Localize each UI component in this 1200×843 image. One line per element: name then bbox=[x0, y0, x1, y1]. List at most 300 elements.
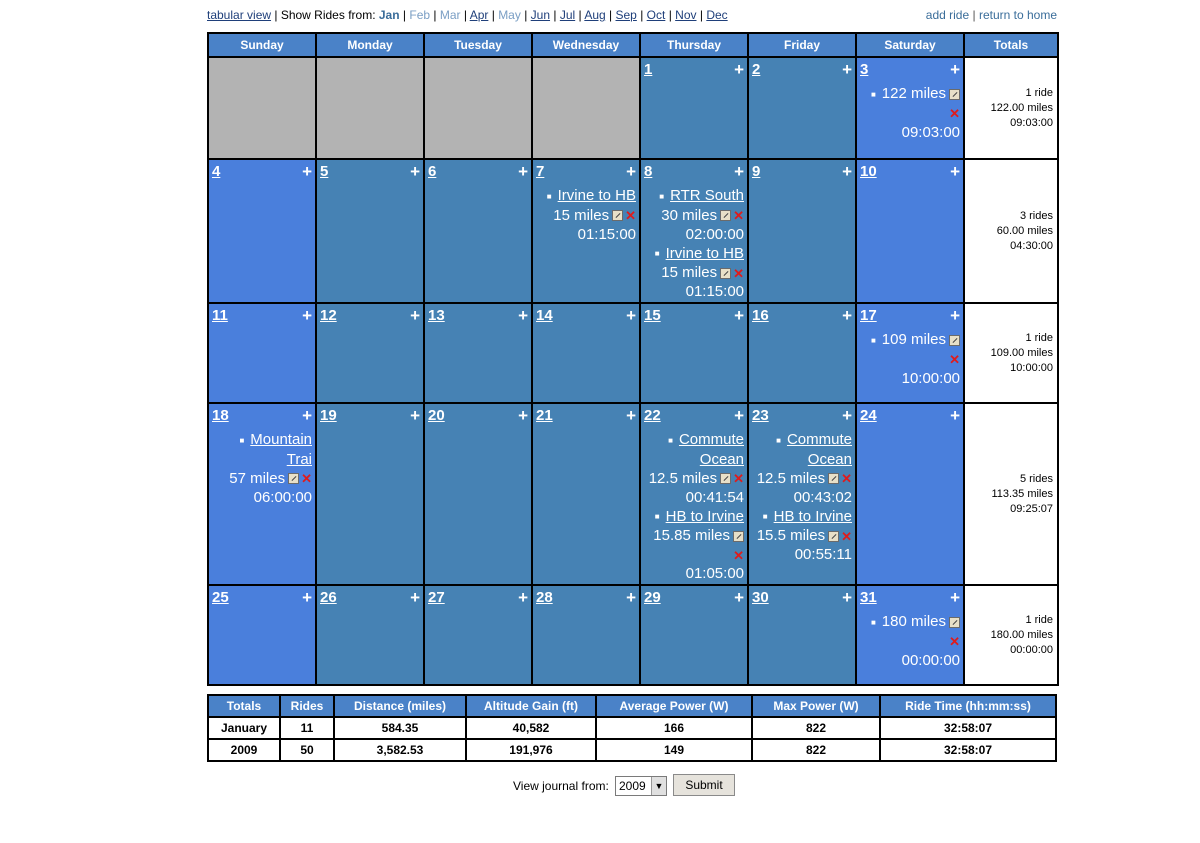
day-number[interactable]: 27 bbox=[428, 589, 445, 606]
day-number[interactable]: 3 bbox=[860, 61, 869, 78]
ride-line bbox=[536, 186, 636, 206]
edit-icon[interactable] bbox=[720, 268, 731, 279]
week-total-time: 09:03:00 bbox=[1010, 116, 1053, 129]
totals-cell: 32:58:07 bbox=[880, 739, 1056, 761]
separator: | bbox=[609, 8, 613, 22]
totals-cell: 149 bbox=[596, 739, 752, 761]
bullet-icon: ■ bbox=[668, 435, 673, 445]
day-cell-content bbox=[641, 160, 747, 300]
delete-icon[interactable]: ✕ bbox=[301, 471, 312, 487]
day-number[interactable]: 6 bbox=[428, 163, 437, 180]
ride-list bbox=[857, 58, 963, 142]
ride-entry bbox=[752, 507, 852, 565]
ride-name-link[interactable]: Commute Ocean bbox=[786, 431, 852, 468]
edit-icon[interactable] bbox=[949, 617, 960, 628]
day-cell bbox=[748, 303, 856, 403]
calendar-week-row bbox=[208, 303, 1058, 403]
ride-entry bbox=[644, 244, 744, 302]
ride-list bbox=[533, 160, 639, 244]
add-ride-icon[interactable]: + bbox=[302, 162, 312, 181]
add-ride-icon[interactable]: + bbox=[626, 162, 636, 181]
day-cell bbox=[424, 159, 532, 303]
day-number[interactable]: 1 bbox=[644, 61, 653, 78]
add-ride-icon[interactable]: + bbox=[518, 588, 528, 607]
week-total-rides: 5 rides bbox=[1019, 472, 1053, 485]
day-cell-content bbox=[857, 304, 963, 400]
ride-list bbox=[641, 160, 747, 301]
day-cell-content bbox=[317, 304, 423, 400]
ride-line bbox=[860, 330, 960, 350]
ride-miles: 12.5 miles bbox=[648, 469, 718, 487]
add-ride-icon[interactable]: + bbox=[950, 162, 960, 181]
month-link-sep[interactable]: Sep bbox=[615, 8, 637, 22]
ride-time: 00:43:02 bbox=[793, 488, 852, 506]
top-navigation bbox=[207, 8, 1057, 24]
totals-row bbox=[208, 717, 1056, 739]
month-link-jul[interactable]: Jul bbox=[559, 8, 576, 22]
week-total-rides: 1 ride bbox=[1025, 331, 1053, 344]
return-home-link[interactable]: return to home bbox=[978, 8, 1057, 22]
day-number[interactable]: 10 bbox=[860, 163, 877, 180]
totals-row bbox=[208, 739, 1056, 761]
year-select[interactable] bbox=[615, 776, 667, 796]
week-total-time: 09:25:07 bbox=[1010, 502, 1053, 515]
totals-cell: 40,582 bbox=[466, 717, 596, 739]
day-cell bbox=[316, 159, 424, 303]
day-number[interactable]: 25 bbox=[212, 589, 229, 606]
add-ride-icon[interactable]: + bbox=[950, 588, 960, 607]
ride-line bbox=[644, 244, 744, 264]
bullet-icon: ■ bbox=[762, 512, 768, 522]
edit-icon[interactable] bbox=[828, 531, 839, 542]
week-totals-cell bbox=[964, 585, 1058, 685]
ride-line bbox=[860, 84, 960, 104]
day-cell-content bbox=[641, 404, 747, 582]
add-ride-icon[interactable]: + bbox=[734, 406, 744, 425]
add-ride-icon[interactable]: + bbox=[626, 406, 636, 425]
add-ride-icon[interactable]: + bbox=[302, 406, 312, 425]
totals-table bbox=[207, 694, 1057, 762]
separator: | bbox=[578, 8, 582, 22]
week-total-time: 10:00:00 bbox=[1010, 361, 1053, 374]
ride-miles: 15.5 miles bbox=[756, 527, 826, 545]
month-link-oct[interactable]: Oct bbox=[646, 8, 666, 22]
day-number[interactable]: 9 bbox=[752, 163, 761, 180]
day-cell-content bbox=[209, 404, 315, 582]
ride-miles-line bbox=[752, 469, 852, 488]
add-ride-icon[interactable]: + bbox=[734, 162, 744, 181]
add-ride-icon[interactable]: + bbox=[302, 306, 312, 325]
ride-miles: 180 miles bbox=[881, 613, 946, 630]
edit-icon[interactable] bbox=[828, 473, 839, 484]
chevron-down-icon[interactable]: ▼ bbox=[651, 777, 666, 795]
bullet-icon: ■ bbox=[870, 617, 876, 627]
day-cell bbox=[208, 403, 316, 585]
ride-time: 10:00:00 bbox=[901, 369, 960, 387]
empty-day-cell bbox=[208, 57, 316, 159]
day-number[interactable]: 16 bbox=[752, 307, 769, 324]
journal-label: View journal from: bbox=[513, 779, 609, 793]
day-number[interactable]: 30 bbox=[752, 589, 769, 606]
separator: | bbox=[524, 8, 528, 22]
totals-cell: 822 bbox=[752, 739, 880, 761]
ride-name-link[interactable]: RTR South bbox=[670, 187, 744, 204]
edit-icon[interactable] bbox=[949, 89, 960, 100]
day-number[interactable]: 12 bbox=[320, 307, 337, 324]
ride-miles-line bbox=[644, 526, 744, 564]
ride-name-link[interactable]: Commute Ocean bbox=[678, 431, 744, 468]
week-total-miles: 180.00 miles bbox=[990, 628, 1053, 641]
week-totals-cell bbox=[964, 303, 1058, 403]
week-total-miles: 122.00 miles bbox=[990, 101, 1053, 114]
calendar-week-row bbox=[208, 57, 1058, 159]
month-link-dec[interactable]: Dec bbox=[706, 8, 728, 22]
day-cell-content bbox=[749, 160, 855, 300]
delete-icon[interactable]: ✕ bbox=[733, 471, 744, 487]
day-cell-content bbox=[857, 160, 963, 300]
day-number[interactable]: 23 bbox=[752, 407, 769, 424]
column-header-sunday: Sunday bbox=[208, 33, 316, 57]
totals-cell: 166 bbox=[596, 717, 752, 739]
day-number[interactable]: 8 bbox=[644, 163, 653, 180]
day-cell-content bbox=[857, 58, 963, 154]
bullet-icon: ■ bbox=[654, 249, 660, 259]
day-cell-content bbox=[533, 404, 639, 582]
bullet-icon: ■ bbox=[776, 435, 781, 445]
edit-icon[interactable] bbox=[733, 531, 744, 542]
day-number[interactable]: 18 bbox=[212, 407, 229, 424]
bullet-icon: ■ bbox=[239, 435, 245, 445]
day-cell-content bbox=[425, 586, 531, 682]
ride-time: 00:41:54 bbox=[685, 488, 744, 506]
bullet-icon: ■ bbox=[870, 89, 876, 99]
separator: | bbox=[433, 8, 437, 22]
week-total-rides: 3 rides bbox=[1019, 209, 1053, 222]
day-number[interactable]: 26 bbox=[320, 589, 337, 606]
ride-delete-line bbox=[860, 104, 960, 123]
month-link-nov[interactable]: Nov bbox=[675, 8, 697, 22]
delete-icon[interactable]: ✕ bbox=[949, 352, 960, 368]
add-ride-icon[interactable]: + bbox=[842, 306, 852, 325]
ride-time: 00:55:11 bbox=[794, 546, 852, 564]
day-number[interactable]: 5 bbox=[320, 163, 329, 180]
calendar-header-row bbox=[208, 33, 1058, 57]
ride-name-link[interactable]: Irvine to HB bbox=[557, 187, 636, 204]
week-totals-cell bbox=[964, 57, 1058, 159]
ride-time: 01:15:00 bbox=[685, 283, 744, 301]
ride-entry bbox=[644, 430, 744, 507]
ride-entry bbox=[644, 186, 744, 244]
day-number[interactable]: 24 bbox=[860, 407, 877, 424]
ride-line bbox=[752, 430, 852, 469]
edit-icon[interactable] bbox=[720, 473, 731, 484]
day-number[interactable]: 7 bbox=[536, 163, 545, 180]
month-link-may: May bbox=[498, 8, 521, 22]
add-ride-icon[interactable]: + bbox=[518, 162, 528, 181]
ride-miles-line bbox=[644, 263, 744, 282]
separator: | bbox=[463, 8, 468, 22]
add-ride-icon[interactable]: + bbox=[842, 406, 852, 425]
add-ride-icon[interactable]: + bbox=[842, 162, 852, 181]
ride-line bbox=[644, 507, 744, 527]
week-total-miles: 113.35 miles bbox=[991, 487, 1053, 500]
month-link-jan[interactable]: Jan bbox=[378, 8, 400, 22]
submit-button[interactable]: Submit bbox=[673, 774, 735, 796]
delete-icon[interactable]: ✕ bbox=[841, 528, 852, 544]
day-cell-content bbox=[425, 404, 531, 582]
ride-list bbox=[641, 404, 747, 583]
totals-cell: January bbox=[208, 717, 280, 739]
day-cell bbox=[208, 159, 316, 303]
ride-entry bbox=[644, 507, 744, 584]
day-cell-content bbox=[857, 586, 963, 682]
totals-cell: 2009 bbox=[208, 739, 280, 761]
ride-miles: 122 miles bbox=[881, 85, 946, 102]
top-right-links bbox=[926, 8, 1057, 22]
day-cell bbox=[748, 57, 856, 159]
ride-time: 01:05:00 bbox=[685, 565, 744, 583]
day-number[interactable]: 15 bbox=[644, 307, 661, 324]
year-select-value: 2009 bbox=[619, 779, 646, 793]
totals-cell: 50 bbox=[280, 739, 334, 761]
day-cell bbox=[856, 303, 964, 403]
edit-icon[interactable] bbox=[949, 335, 960, 346]
delete-icon[interactable]: ✕ bbox=[733, 265, 744, 281]
day-cell bbox=[532, 585, 640, 685]
edit-icon[interactable] bbox=[720, 210, 731, 221]
ride-miles: 57 miles bbox=[229, 469, 286, 487]
ride-name-link[interactable]: Mountain Trai bbox=[250, 431, 312, 468]
day-cell-content bbox=[533, 160, 639, 300]
day-cell bbox=[640, 57, 748, 159]
totals-column-header: Average Power (W) bbox=[596, 695, 752, 717]
ride-entry bbox=[860, 330, 960, 388]
add-ride-icon[interactable]: + bbox=[734, 60, 744, 79]
edit-icon[interactable] bbox=[612, 210, 623, 221]
separator: | bbox=[699, 8, 703, 22]
ride-entry bbox=[860, 612, 960, 670]
totals-column-header: Ride Time (hh:mm:ss) bbox=[880, 695, 1056, 717]
day-cell-content bbox=[425, 160, 531, 300]
day-cell-content bbox=[749, 304, 855, 400]
day-number[interactable]: 2 bbox=[752, 61, 761, 78]
week-total-miles: 60.00 miles bbox=[996, 224, 1053, 237]
totals-column-header: Max Power (W) bbox=[752, 695, 880, 717]
day-cell bbox=[856, 57, 964, 159]
ride-delete-line bbox=[860, 350, 960, 369]
day-cell bbox=[748, 585, 856, 685]
ride-entry bbox=[860, 84, 960, 142]
separator: | bbox=[553, 8, 557, 22]
month-link-feb: Feb bbox=[409, 8, 431, 22]
ride-name-link[interactable]: HB to Irvine bbox=[665, 507, 744, 525]
ride-miles-line bbox=[644, 206, 744, 225]
ride-miles: 15 miles bbox=[661, 264, 718, 282]
day-number[interactable]: 20 bbox=[428, 407, 445, 424]
ride-miles: 12.5 miles bbox=[756, 469, 826, 487]
day-cell-content bbox=[209, 160, 315, 300]
day-cell bbox=[424, 585, 532, 685]
add-ride-icon[interactable]: + bbox=[842, 588, 852, 607]
day-cell-content bbox=[641, 58, 747, 154]
week-total-miles: 109.00 miles bbox=[990, 346, 1053, 359]
ride-entry bbox=[212, 430, 312, 507]
day-number[interactable]: 14 bbox=[536, 307, 553, 324]
bullet-icon: ■ bbox=[870, 335, 876, 345]
column-header-monday: Monday bbox=[316, 33, 424, 57]
ride-entry bbox=[752, 430, 852, 507]
day-number[interactable]: 31 bbox=[860, 589, 877, 606]
add-ride-link[interactable]: add ride bbox=[925, 8, 970, 22]
day-number[interactable]: 11 bbox=[212, 307, 228, 324]
day-cell bbox=[856, 403, 964, 585]
day-number[interactable]: 13 bbox=[428, 307, 445, 324]
month-link-mar: Mar bbox=[439, 8, 461, 22]
separator: | bbox=[491, 8, 495, 22]
add-ride-icon[interactable]: + bbox=[626, 588, 636, 607]
ride-miles: 30 miles bbox=[661, 206, 718, 224]
day-cell-content bbox=[857, 404, 963, 582]
day-number[interactable]: 4 bbox=[212, 163, 221, 180]
day-cell bbox=[640, 159, 748, 303]
ride-miles-line bbox=[752, 526, 852, 545]
ride-line bbox=[752, 507, 852, 527]
ride-miles-line bbox=[212, 469, 312, 488]
ride-name-link[interactable]: HB to Irvine bbox=[773, 507, 852, 525]
show-rides-label: | Show Rides from: bbox=[274, 8, 376, 22]
day-cell-content bbox=[209, 586, 315, 682]
ride-miles-line bbox=[536, 206, 636, 225]
separator: | bbox=[402, 8, 407, 22]
edit-icon[interactable] bbox=[288, 473, 299, 484]
ride-time: 02:00:00 bbox=[685, 225, 744, 243]
ride-miles: 15.85 miles bbox=[653, 527, 730, 545]
separator: | bbox=[640, 8, 644, 22]
add-ride-icon[interactable]: + bbox=[518, 306, 528, 325]
ride-line bbox=[860, 612, 960, 632]
day-cell-content bbox=[317, 404, 423, 582]
day-cell bbox=[640, 403, 748, 585]
ride-list bbox=[749, 404, 855, 564]
day-cell bbox=[640, 303, 748, 403]
calendar-week-row bbox=[208, 403, 1058, 585]
ride-miles: 109 miles bbox=[881, 331, 946, 348]
add-ride-icon[interactable]: + bbox=[734, 306, 744, 325]
day-number[interactable]: 17 bbox=[860, 307, 877, 324]
day-cell bbox=[856, 159, 964, 303]
add-ride-icon[interactable]: + bbox=[410, 306, 420, 325]
week-total-time: 04:30:00 bbox=[1010, 239, 1053, 252]
day-cell-content bbox=[641, 304, 747, 400]
add-ride-icon[interactable]: + bbox=[950, 406, 960, 425]
add-ride-icon[interactable]: + bbox=[410, 162, 420, 181]
column-header-totals: Totals bbox=[964, 33, 1058, 57]
calendar-week-row bbox=[208, 585, 1058, 685]
add-ride-icon[interactable]: + bbox=[518, 406, 528, 425]
add-ride-icon[interactable]: + bbox=[950, 60, 960, 79]
totals-column-header: Distance (miles) bbox=[334, 695, 466, 717]
day-number[interactable]: 22 bbox=[644, 407, 661, 424]
week-total-rides: 1 ride bbox=[1025, 613, 1053, 626]
column-header-thursday: Thursday bbox=[640, 33, 748, 57]
day-cell-content bbox=[749, 58, 855, 154]
ride-line bbox=[644, 186, 744, 206]
ride-calendar bbox=[207, 32, 1059, 686]
day-cell bbox=[532, 303, 640, 403]
day-cell bbox=[424, 303, 532, 403]
day-cell bbox=[748, 403, 856, 585]
add-ride-icon[interactable]: + bbox=[410, 588, 420, 607]
ride-time: 00:00:00 bbox=[901, 651, 960, 669]
day-cell bbox=[856, 585, 964, 685]
delete-icon[interactable]: ✕ bbox=[733, 208, 744, 224]
column-header-tuesday: Tuesday bbox=[424, 33, 532, 57]
delete-icon[interactable]: ✕ bbox=[949, 634, 960, 650]
totals-column-header: Altitude Gain (ft) bbox=[466, 695, 596, 717]
day-cell bbox=[208, 585, 316, 685]
empty-day-cell bbox=[424, 57, 532, 159]
day-cell bbox=[640, 585, 748, 685]
day-cell-content bbox=[533, 304, 639, 400]
column-header-friday: Friday bbox=[748, 33, 856, 57]
ride-time: 06:00:00 bbox=[253, 488, 312, 506]
week-totals-cell bbox=[964, 403, 1058, 585]
month-link-jun[interactable]: Jun bbox=[530, 8, 551, 22]
add-ride-icon[interactable]: + bbox=[842, 60, 852, 79]
separator: | bbox=[668, 8, 672, 22]
delete-icon[interactable]: ✕ bbox=[841, 471, 852, 487]
delete-icon[interactable]: ✕ bbox=[733, 547, 744, 563]
week-totals-cell bbox=[964, 159, 1058, 303]
ride-delete-line bbox=[860, 632, 960, 651]
add-ride-icon[interactable]: + bbox=[734, 588, 744, 607]
month-link-apr[interactable]: Apr bbox=[469, 8, 489, 22]
tabular-view-link[interactable]: tabular view bbox=[207, 8, 272, 22]
add-ride-icon[interactable]: + bbox=[410, 406, 420, 425]
day-number[interactable]: 21 bbox=[536, 407, 553, 424]
totals-cell: 584.35 bbox=[334, 717, 466, 739]
add-ride-icon[interactable]: + bbox=[950, 306, 960, 325]
week-total-time: 00:00:00 bbox=[1010, 643, 1053, 656]
delete-icon[interactable]: ✕ bbox=[949, 106, 960, 122]
day-cell-content bbox=[533, 586, 639, 682]
day-cell-content bbox=[209, 304, 315, 400]
day-number[interactable]: 29 bbox=[644, 589, 661, 606]
week-total-rides: 1 ride bbox=[1025, 86, 1053, 99]
ride-miles: 15 miles bbox=[553, 206, 610, 224]
day-cell bbox=[316, 303, 424, 403]
add-ride-icon[interactable]: + bbox=[626, 306, 636, 325]
delete-icon[interactable]: ✕ bbox=[625, 208, 636, 224]
totals-cell: 3,582.53 bbox=[334, 739, 466, 761]
ride-entry bbox=[536, 186, 636, 244]
day-cell bbox=[316, 585, 424, 685]
day-cell-content bbox=[317, 160, 423, 300]
add-ride-icon[interactable]: + bbox=[302, 588, 312, 607]
day-number[interactable]: 19 bbox=[320, 407, 337, 424]
month-link-aug[interactable]: Aug bbox=[584, 8, 606, 22]
bullet-icon: ■ bbox=[546, 191, 552, 201]
day-cell bbox=[316, 403, 424, 585]
empty-day-cell bbox=[532, 57, 640, 159]
day-number[interactable]: 28 bbox=[536, 589, 553, 606]
ride-line bbox=[212, 430, 312, 469]
totals-column-header: Rides bbox=[280, 695, 334, 717]
ride-name-link[interactable]: Irvine to HB bbox=[665, 244, 744, 262]
day-cell bbox=[424, 403, 532, 585]
ride-line bbox=[644, 430, 744, 469]
day-cell bbox=[532, 159, 640, 303]
